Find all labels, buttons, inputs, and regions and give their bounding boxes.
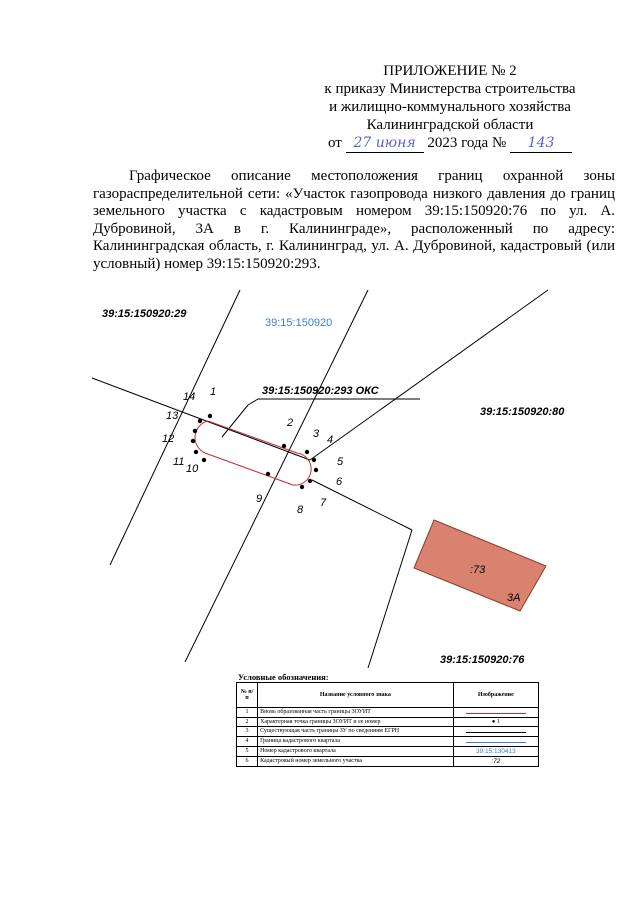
legend-header-image: Изображение xyxy=(453,683,538,708)
zone-point-marker xyxy=(191,439,195,443)
legend-row-num: 6 xyxy=(237,757,258,767)
object-293-label: 39:15:150920:293 ОКС xyxy=(262,385,379,397)
parcel-80-label: 39:15:150920:80 xyxy=(480,406,565,418)
boundary-line-lower xyxy=(312,480,412,530)
legend-row-num: 3 xyxy=(237,727,258,737)
point-label: 10 xyxy=(186,463,199,475)
legend-title: Условные обозначения: xyxy=(238,672,329,682)
point-label: 14 xyxy=(183,391,196,403)
legend-symbol-quarter-number: 39:15:130413 xyxy=(453,747,538,757)
legend-header-num: № п/ п xyxy=(237,683,258,708)
parcel-29-label: 39:15:150920:29 xyxy=(102,308,187,320)
point-label: 2 xyxy=(287,417,294,429)
zone-point-marker xyxy=(314,468,318,472)
point-label: 1 xyxy=(210,386,217,398)
year-text: 2023 года № xyxy=(427,135,507,151)
legend-symbol-point: ● 1 xyxy=(453,718,538,727)
legend-row-num: 1 xyxy=(237,708,258,718)
zone-point-marker xyxy=(312,458,316,462)
zone-boundary xyxy=(195,421,311,485)
point-label: 5 xyxy=(337,456,344,468)
legend-row xyxy=(237,737,539,747)
black-line-symbol xyxy=(466,732,526,733)
zone-point-marker xyxy=(202,458,206,462)
quarter-label: 39:15:150920 xyxy=(265,317,333,329)
legend-symbol-black-line xyxy=(453,727,538,737)
legend-row xyxy=(237,727,539,737)
zone-point-marker xyxy=(194,450,198,454)
legend-row-name: Номер кадастрового квартала xyxy=(258,747,454,757)
handwritten-date: 27 июня xyxy=(346,134,424,153)
point-label: 4 xyxy=(327,434,334,446)
zone-point-marker xyxy=(305,450,309,454)
point-label: 7 xyxy=(320,497,327,509)
handwritten-number: 143 xyxy=(510,134,572,153)
cadastral-boundaries xyxy=(92,290,548,668)
order-line: к приказу Министерства строительства xyxy=(324,81,576,97)
legend-row-name: Характерная точка границы ЗОУИТ и ее номер xyxy=(258,718,454,727)
region-line: Калининградской области xyxy=(366,117,534,133)
zone-point-marker xyxy=(282,444,286,448)
building-3a-label: 3А xyxy=(507,592,521,604)
legend-row xyxy=(237,757,539,767)
building-73-label: :73 xyxy=(470,564,486,576)
legend-row-num: 5 xyxy=(237,747,258,757)
parcel-76-label: 39:15:150920:76 xyxy=(440,654,525,666)
zone-points xyxy=(191,414,318,489)
legend-header-row xyxy=(237,683,539,708)
appendix-title: ПРИЛОЖЕНИЕ № 2 xyxy=(383,63,517,79)
boundary-line-left xyxy=(110,290,240,565)
legend-row-name: Существующая часть границы ЗУ по сведениям ЕГРН xyxy=(258,727,454,737)
legend-row xyxy=(237,708,539,718)
zone-point-marker xyxy=(208,414,212,418)
zone-point-marker xyxy=(308,479,312,483)
red-line-symbol xyxy=(466,713,526,714)
zone-point-marker xyxy=(198,419,202,423)
description-paragraph: Графическое описание местоположения границ охранной зоны газораспределительной сети: «Участок газопровода низкого давления до границ земельного участка с кадастровым номером 39:15:150920:76 по ул. А. Дубровиной, 3А в г. Калининграде», расположенный по адресу: Калининградская область, г. Калининград, ул. А. Дубровиной, кадастровый (или условный) номер 39:15:150920:293. xyxy=(93,168,615,272)
legend-row-num: 4 xyxy=(237,737,258,747)
point-label: 3 xyxy=(313,428,320,440)
boundary-line-parcel-76 xyxy=(368,530,412,668)
legend-row-name: Граница кадастрового квартала xyxy=(258,737,454,747)
point-label: 6 xyxy=(336,476,343,488)
blue-line-symbol xyxy=(466,742,526,743)
zone-point-marker xyxy=(193,429,197,433)
point-label: 9 xyxy=(256,493,263,505)
zone-point-marker xyxy=(266,472,270,476)
legend-row xyxy=(237,718,539,727)
legend-row-name: Вновь образованная часть границы ЗОУИТ xyxy=(258,708,454,718)
point-label: 12 xyxy=(162,433,175,445)
legend-symbol-parcel-number: :72 xyxy=(453,757,538,767)
legend-table xyxy=(236,682,539,767)
point-label: 8 xyxy=(297,504,304,516)
legend-symbol-red-line xyxy=(453,708,538,718)
point-label: 11 xyxy=(173,456,185,468)
leader-line-a xyxy=(248,399,258,405)
ministry-line: и жилищно-коммунального хозяйства xyxy=(329,99,571,115)
date-prefix: от xyxy=(327,135,342,151)
legend xyxy=(236,672,541,767)
legend-row-name: Кадастровый номер земельного участка xyxy=(258,757,454,767)
zone-point-marker xyxy=(300,485,304,489)
point-label: 13 xyxy=(166,410,179,422)
legend-row-num: 2 xyxy=(237,718,258,727)
legend-header-name: Название условного знака xyxy=(258,683,454,708)
legend-row xyxy=(237,747,539,757)
legend-symbol-blue-line xyxy=(453,737,538,747)
boundary-line-diagonal xyxy=(310,290,548,460)
